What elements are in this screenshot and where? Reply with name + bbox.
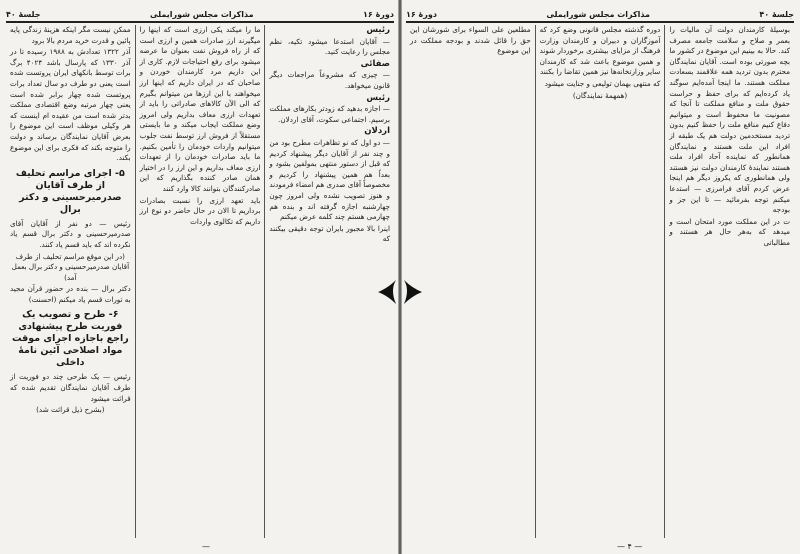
text-column (264, 25, 394, 538)
session-label: جلسهٔ ۴۰ (6, 9, 41, 19)
paragraph: دوره گذشته مجلس قانونی وضع کرد که آموزگاران و دبیران و کارمندان وزارت فرهنگ از مزایای بیشتری برخوردار شوند و همین موضوع باعث شد که کارمندان سایر وزارتخانه‌ها نیز همین تقاضا را بکنند (539, 25, 661, 77)
paragraph: بوسیلهٔ کارمندان دولت آن مالیات را بعمر و صلاح و سلامت جامعه مصرف کند. حالا به بینیم این موضوع در کشور ما بچه صورتی بوده است. آقایان نمایندگان محترم بدون تردید همه علاقمند بسعادت مملکت هستند. ما اینجا آمده‌ایم سوگند یاد کرده‌ایم که برای حفظ و حراست حقوق ملت و منافع مملکت تا آنجا که مصونیت ما محفوظ است و میتوانیم دفاع کنیم منافع ملت را حفظ کنیم بدون تردید مستخدمین دولت هم یک طبقه از افراد این ملت هستند و نمایندگان همانطور که نماینده آحاد افراد ملت هستند نمایندهٔ کارمندان دولت نیز هستند ولی همانطوری که یکروز دیگر هم اینجا عرض کردم آقای فرامرزی — استدعا میکنم توجه بفرمائید — تا این جز و بودجه (669, 25, 790, 215)
paragraph: باید تعهد ارزی را نسبت بصادرات برداریم تا الان در حال حاضر دو نوع ارز داریم که تکالوی واردات (139, 195, 261, 226)
stage-note: (همهمهٔ نمایندگان) (572, 90, 628, 100)
stage-note: (در این موقع مراسم تحلیف از طرف آقایان صدرمیرحسینی و دکتر برال بعمل آمد) (11, 251, 130, 282)
speaker-name: صفائی (360, 58, 390, 69)
period-label: دورهٔ ۱۶ (363, 9, 394, 19)
text-column (135, 25, 265, 538)
paragraph: ت در این مملکت مورد امتحان است و میدهد که به‌هر حال هر هستند و مطالباتی (669, 216, 790, 247)
paragraph: — اجازه بدهید که زودتر بکارهای مملکت برسیم. اجتماعی سکوت، آقای اردلان. (269, 104, 390, 124)
paragraph: — چیزی که مشروعاً مراجعات دیگر قانون میخواهد. (269, 70, 390, 90)
page-header (6, 8, 394, 20)
speaker-name: رئیس (366, 92, 390, 103)
period-label: دورهٔ ۱۶ (406, 9, 437, 19)
section-heading: ۵- اجرای مراسم تحلیف از طرف آقایان صدرمیرحسینی و دکتر برال (15, 167, 125, 215)
paragraph: ما را میکند یکی ارزی است که اینها را میگیرند ارز صادرات همین و ارزی است که از راه فروش نفت بعنوان ما عرضه میشود برای رفع احتیاجات لازم. کاری از این داریم مرد کارمندان خوردن و صاحبان که در ایران داریم که اینها ارز میخواهند با این ارزها من میتوانم بگیرم که الی الآن کالاهای صادراتی را باید از تعهدات ارزی معاف بداریم ولی امروز وضع مملکت ایجاب میکند و ما بایستی مستقلاً از فروش ارز توسط نفت جلوب میتوانیم واردات خودمان را تأمین بکنیم. ما باید صادرات خودمان را از تعهدات ارزی معاف بداریم و این ارز را در اختیار همان صادر کننده بگذاریم که این صادرکنندگان بتوانند کالا وارد کنند (139, 25, 261, 193)
text-columns (406, 25, 794, 538)
left-page (2, 0, 398, 554)
paragraph: رئیس — دو نفر از آقایان آقای صدرمیرحسینی و دکتر برال قسم یاد نکرده اند که باید قسم یاد کنند. (9, 218, 131, 249)
session-label: جلسهٔ ۴۰ (759, 9, 794, 19)
right-page (402, 0, 798, 554)
header-rule (6, 21, 394, 23)
speaker-name: اردلان (364, 126, 390, 137)
paragraph: آذر ۱۳۲۲ تعدادش به ۱۹۸۸ رسیده تا در آذر ۱۳۳۰ که پارسال باشد ۴۰۲۴ برگ برات توسط بانکهای ایران پروتست شده است یعنی دو طرف دو سال تعداد برات پروتست شده چهار برابر شده است یعنی چهار مرتبه وضع اقتصادی مملکت بدتر شده است من عقیده ام اینست که هر وکیلی موظف است این موضوع را بعرض آقایان نمایندگان برساند و دولت را متوجه بکند که فکری برای این موضوع بکند. (9, 47, 131, 163)
paragraph: دکتر برال — بنده در حضور قرآن مجید به تورات قسم یاد میکنم (احسنت) (9, 284, 131, 304)
fold-arrow-icon (378, 278, 396, 306)
paragraph: که منتهی بهمان تولیعی و جنایت میشود (544, 78, 661, 88)
stage-note: (بشرح ذیل قرائت شد) (36, 405, 105, 415)
section-heading: ۶- طرح و تصویب یک فوریت طرح پیشنهادی راجع باجازه اجرای موقت مواد اصلاحی آئین نامهٔ داخلی (11, 309, 129, 369)
paragraph: — آقایان استدعا میشود تکیه، نظم مجلس را رعایت کنید. (269, 36, 390, 57)
speaker-name: رئیس (366, 25, 390, 35)
page-header (406, 8, 794, 20)
paragraph: رئیس — یک طرحی چند دو فوریت از طرف آقایان نمایندگان تقدیم شده که قرائت میشود (9, 372, 131, 403)
page-number: — ۴ — (617, 542, 643, 551)
paragraph: ممکن نیست مگر اینکه هزینهٔ زندگی پایه پائین و قدرت خرید مردم بالا برود (9, 25, 131, 45)
text-column (406, 25, 535, 538)
paragraph: اینرا بالا مجبور بایران توجه دقیقی بیکنند که (269, 223, 390, 244)
header-rule (406, 21, 794, 23)
paragraph: — دو اول که نو تظاهرات مطرح بود من و چند نفر از آقایان دیگر پیشنهاد کردیم که قبل از دستور منتهی بمولفین بشود و بعداً هم همین پیشنهاد را کردیم و مخصوصاً آقای صدری هم امضاء فرمودند و هنوز تصویب نشده ولی امروز چون چهارشنبه اجازه گرفته اند و بنده هم چهارمی هستم چند کلمه عرض میکنم (269, 137, 390, 222)
text-column (535, 25, 665, 538)
text-column (6, 25, 135, 538)
journal-title: مذاکرات مجلس شورایملی (546, 9, 650, 19)
page-number: — (202, 542, 210, 551)
text-columns (6, 25, 394, 538)
journal-title: مذاکرات مجلس شورایملی (150, 9, 254, 19)
text-column (664, 25, 794, 538)
paragraph: مطلعین علی السواء برای شورشان این حق را قائل شدند و بودجه مملکت در این موضوع (409, 25, 531, 56)
